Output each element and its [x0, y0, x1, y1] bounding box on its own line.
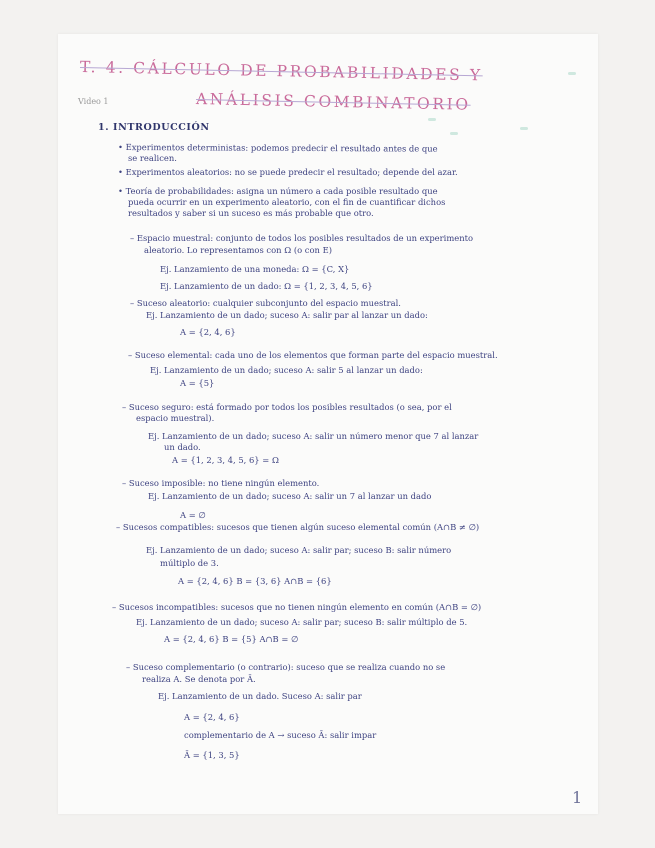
note-line: Ej. Lanzamiento de una moneda: Ω = {C, X}	[160, 264, 350, 274]
note-line: múltiplo de 3.	[160, 558, 219, 568]
note-line: Ej. Lanzamiento de un dado; suceso A: salir 5 al lanzar un dado:	[150, 365, 423, 375]
page-number: 1	[572, 788, 583, 807]
note-line: – Espacio muestral: conjunto de todos los posibles resultados de un experimento	[130, 233, 473, 243]
video-label: Video 1	[78, 97, 109, 106]
note-line: Ej. Lanzamiento de un dado; suceso A: salir par al lanzar un dado:	[146, 310, 428, 320]
note-line: A = {5}	[180, 378, 215, 388]
note-line: A = ∅	[180, 510, 206, 520]
note-line: • Experimentos aleatorios: no se puede predecir el resultado; depende del azar.	[118, 167, 458, 177]
note-line: complementario de A → suceso Ā: salir impar	[184, 730, 377, 740]
note-line: Ej. Lanzamiento de un dado: Ω = {1, 2, 3, 4, 5, 6}	[160, 281, 373, 291]
note-line: un dado.	[164, 442, 201, 452]
note-line: Ej. Lanzamiento de un dado; suceso A: salir un número menor que 7 al lanzar	[148, 431, 479, 441]
section-title: 1. INTRODUCCIÓN	[98, 122, 210, 133]
note-line: A = {2, 4, 6} B = {3, 6} A∩B = {6}	[178, 576, 332, 586]
note-line: – Suceso seguro: está formado por todos los posibles resultados (o sea, por el	[122, 402, 452, 412]
note-line: Ej. Lanzamiento de un dado. Suceso A: salir par	[158, 691, 362, 701]
note-line: Ej. Lanzamiento de un dado; suceso A: salir par; suceso B: salir múltiplo de 5.	[136, 617, 468, 627]
note-line: – Sucesos incompatibles: sucesos que no tienen ningún elemento en común (A∩B = ∅)	[112, 602, 481, 612]
note-line: pueda ocurrir en un experimento aleatorio, con el fin de cuantificar dichos	[128, 197, 446, 207]
note-line: se realicen.	[128, 153, 177, 163]
note-line: – Sucesos compatibles: sucesos que tienen algún suceso elemental común (A∩B ≠ ∅)	[116, 522, 479, 532]
note-line: resultados y saber si un suceso es más probable que otro.	[128, 208, 374, 218]
note-line: realiza A. Se denota por Ā.	[142, 674, 256, 684]
note-line: – Suceso complementario (o contrario): suceso que se realiza cuando no se	[126, 662, 445, 672]
note-line: espacio muestral).	[136, 413, 215, 423]
note-line: A = {2, 4, 6}	[180, 327, 236, 337]
note-line: – Suceso aleatorio: cualquier subconjunto del espacio muestral.	[130, 298, 401, 308]
note-line: Ej. Lanzamiento de un dado; suceso A: salir par; suceso B: salir número	[146, 545, 452, 555]
note-line: A = {1, 2, 3, 4, 5, 6} = Ω	[172, 455, 279, 465]
page-title-line-1: T. 4. CÁLCULO DE PROBABILIDADES Y	[79, 58, 483, 85]
note-line: – Suceso elemental: cada uno de los elementos que forman parte del espacio muestral.	[128, 350, 498, 360]
note-line: Ej. Lanzamiento de un dado; suceso A: salir un 7 al lanzar un dado	[148, 491, 432, 501]
page-title-line-2: ANÁLISIS COMBINATORIO	[195, 90, 471, 114]
note-line: A = {2, 4, 6} B = {5} A∩B = ∅	[164, 634, 299, 644]
note-line: aleatorio. Lo representamos con Ω (o con E)	[144, 245, 332, 255]
note-line: Ā = {1, 3, 5}	[184, 750, 240, 760]
note-line: A = {2, 4, 6}	[184, 712, 240, 722]
note-line: – Suceso imposible: no tiene ningún elemento.	[122, 478, 319, 488]
note-line: • Teoría de probabilidades: asigna un número a cada posible resultado que	[118, 186, 438, 196]
note-line: • Experimentos deterministas: podemos predecir el resultado antes de que	[118, 142, 438, 154]
